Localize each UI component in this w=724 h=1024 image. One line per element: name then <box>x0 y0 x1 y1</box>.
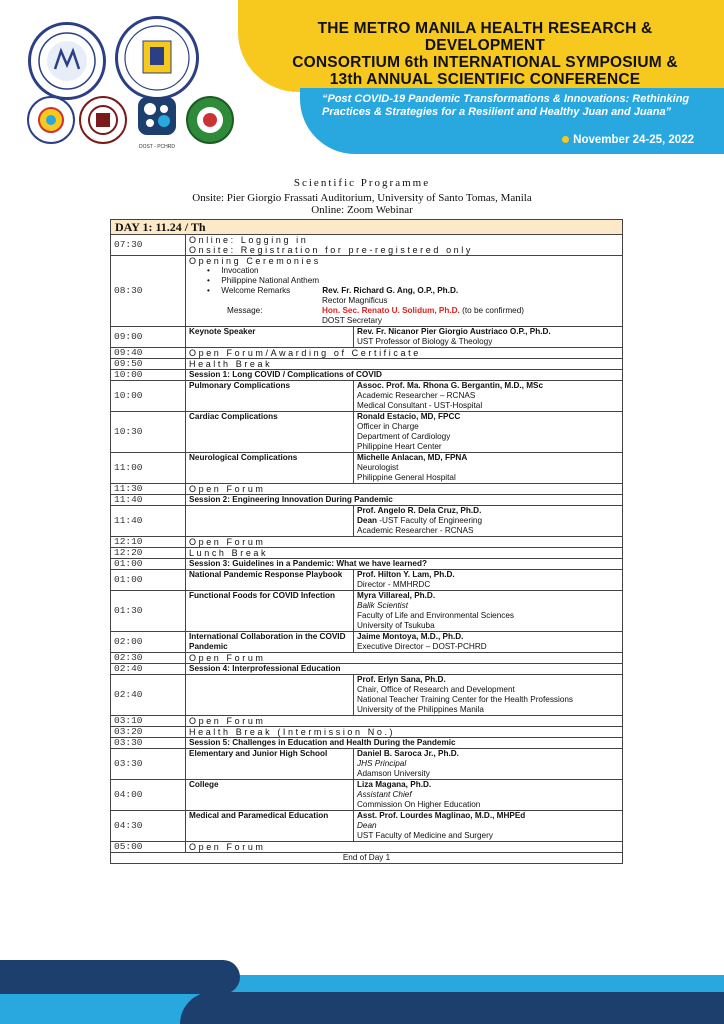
table-row <box>111 632 623 653</box>
footer-wave-navy-right <box>180 992 724 1024</box>
speaker-cell <box>354 381 623 412</box>
time-cell: 03:30 <box>111 738 186 749</box>
footer-wave-navy-left <box>0 960 240 994</box>
speaker-name: Rev. Fr. Richard G. Ang, O.P., Ph.D. <box>322 286 459 295</box>
speaker-name: Jaime Montoya, M.D., Ph.D. <box>357 632 464 641</box>
time-cell: 09:00 <box>111 327 186 348</box>
time-cell: 05:00 <box>111 842 186 853</box>
speaker-name: Asst. Prof. Lourdes Maglinao, M.D., MHPEd <box>357 811 526 820</box>
table-row <box>111 381 623 412</box>
speaker-cell <box>354 675 623 716</box>
list-item <box>207 306 619 316</box>
session-header: Session 4: Interprofessional Education <box>186 664 623 675</box>
speaker-cell <box>354 780 623 811</box>
session-header: Session 1: Long COVID / Complications of COVID <box>186 370 623 381</box>
speaker-role: University of Tsukuba <box>357 621 435 630</box>
table-row <box>111 327 623 348</box>
topic-cell: Functional Foods for COVID Infection <box>186 591 354 632</box>
speaker-role: Executive Director – DOST-PCHRD <box>357 642 487 651</box>
table-row <box>111 537 623 548</box>
table-row <box>111 495 623 506</box>
session-header: Session 3: Guidelines in a Pandemic: What we have learned? <box>186 559 623 570</box>
conference-title <box>258 20 712 88</box>
table-row <box>111 256 623 327</box>
speaker-note: (to be confirmed) <box>459 306 525 315</box>
time-cell: 09:50 <box>111 359 186 370</box>
session-cell: Open Forum <box>186 716 623 727</box>
speaker-role: Philippine Heart Center <box>357 442 442 451</box>
table-row <box>111 749 623 780</box>
topic-cell: Neurological Complications <box>186 453 354 484</box>
session-cell: Open Forum <box>186 842 623 853</box>
speaker-role: Medical Consultant - UST-Hospital <box>357 401 483 410</box>
speaker-role: DOST Secretary <box>322 316 382 325</box>
time-cell: 07:30 <box>111 235 186 256</box>
speaker-name: Prof. Angelo R. Dela Cruz, Ph.D. <box>357 506 482 515</box>
list-item: • Philippine National Anthem <box>207 276 320 285</box>
online-text: Online: Logging in <box>189 235 309 245</box>
table-row <box>111 559 623 570</box>
speaker-role: Academic Researcher - RCNAS <box>357 526 474 535</box>
session-cell: Health Break (Intermission No.) <box>186 727 623 738</box>
speaker-role: Assistant Chief <box>357 790 412 799</box>
topic-cell: Elementary and Junior High School <box>186 749 354 780</box>
list-item-text: Welcome Remarks <box>221 286 291 295</box>
table-row <box>111 842 623 853</box>
table-row <box>111 506 623 537</box>
time-cell: 11:40 <box>111 506 186 537</box>
table-row <box>111 235 623 256</box>
speaker-name: Myra Villareal, Ph.D. <box>357 591 436 600</box>
time-cell: 02:00 <box>111 632 186 653</box>
programme-online: Online: Zoom Webinar <box>311 204 413 216</box>
topic-cell: College <box>186 780 354 811</box>
speaker-role: Balik Scientist <box>357 601 408 610</box>
speaker-name: Ronald Estacio, MD, FPCC <box>357 412 461 421</box>
speaker-cell <box>354 453 623 484</box>
speaker-role: Academic Researcher – RCNAS <box>357 391 476 400</box>
speaker-cell <box>354 632 623 653</box>
list-item: • Welcome Remarks Rev. Fr. Richard G. Ang, O.P., Ph.D. <box>207 286 459 295</box>
speaker-name: Michelle Anlacan, MD, FPNA <box>357 453 468 462</box>
table-row <box>111 653 623 664</box>
table-row <box>111 453 623 484</box>
time-cell: 03:30 <box>111 749 186 780</box>
time-cell: 01:00 <box>111 559 186 570</box>
title-line-2: CONSORTIUM 6th INTERNATIONAL SYMPOSIUM & <box>292 54 678 71</box>
programme-onsite: Onsite: Pier Giorgio Frassati Auditorium, University of Santo Tomas, Manila <box>192 192 532 204</box>
topic-cell <box>186 506 354 537</box>
seal-logo-2 <box>79 96 127 144</box>
list-item: • Invocation <box>207 266 259 275</box>
session-cell <box>186 235 623 256</box>
time-cell: 04:00 <box>111 780 186 811</box>
conference-theme: “Post COVID-19 Pandemic Transformations & Innovations: Rethinking Practices & Strategies for a Resilient and Healthy Juan and Juana” <box>322 93 690 118</box>
speaker-role: Faculty of Life and Environmental Sciences <box>357 611 515 620</box>
speaker-name: Daniel B. Saroca Jr., Ph.D. <box>357 749 459 758</box>
ust-logo <box>115 16 199 100</box>
table-row <box>111 780 623 811</box>
schedule-table <box>110 219 623 864</box>
session-cell: Open Forum/Awarding of Certificate <box>186 348 623 359</box>
time-cell: 10:00 <box>111 381 186 412</box>
speaker-name: Assoc. Prof. Ma. Rhona G. Bergantin, M.D., MSc <box>357 381 544 390</box>
speaker-role: Dean <box>357 821 377 830</box>
speaker-title: Dean <box>357 516 378 525</box>
speaker-role: JHS Principal <box>357 759 407 768</box>
table-row <box>111 591 623 632</box>
seal-logo-3 <box>186 96 234 144</box>
speaker-role <box>357 516 619 526</box>
programme-title: Scientific Programme <box>293 177 431 189</box>
dost-pchrd-logo <box>132 95 182 151</box>
table-row <box>111 370 623 381</box>
speaker-cell <box>354 570 623 591</box>
date-text: November 24-25, 2022 <box>573 134 694 146</box>
time-cell: 11:40 <box>111 495 186 506</box>
topic-cell: National Pandemic Response Playbook <box>186 570 354 591</box>
opening-title: Opening Ceremonies <box>189 256 321 266</box>
speaker-role: Department of Cardiology <box>357 432 451 441</box>
speaker-cell <box>354 749 623 780</box>
time-cell: 10:00 <box>111 370 186 381</box>
time-cell: 12:10 <box>111 537 186 548</box>
speaker-role: UST Professor of Biology & Theology <box>357 337 493 346</box>
end-of-day: End of Day 1 <box>111 853 623 864</box>
time-cell: 02:40 <box>111 664 186 675</box>
session-cell: Open Forum <box>186 484 623 495</box>
speaker-role: University of the Philippines Manila <box>357 705 484 714</box>
table-row <box>111 738 623 749</box>
time-cell: 03:10 <box>111 716 186 727</box>
time-cell: 03:20 <box>111 727 186 738</box>
speaker-role: National Teacher Training Center for the Health Professions <box>357 695 574 704</box>
table-row <box>111 412 623 453</box>
green-seal-icon <box>188 98 232 142</box>
table-row <box>111 348 623 359</box>
speaker-cell <box>354 506 623 537</box>
time-cell: 02:30 <box>111 653 186 664</box>
dost-pchrd-icon <box>132 95 182 139</box>
speaker-cell <box>354 591 623 632</box>
speaker-role: Neurologist <box>357 463 399 472</box>
table-row <box>111 675 623 716</box>
speaker-role: Adamson University <box>357 769 430 778</box>
topic-cell: Medical and Paramedical Education <box>186 811 354 842</box>
time-cell: 11:30 <box>111 484 186 495</box>
time-cell: 10:30 <box>111 412 186 453</box>
onsite-text: Onsite: Registration for pre-registered only <box>189 245 473 255</box>
time-cell: 11:00 <box>111 453 186 484</box>
session-cell: Health Break <box>186 359 623 370</box>
session-cell: Open Forum <box>186 653 623 664</box>
title-line-1: THE METRO MANILA HEALTH RESEARCH & DEVELOPMENT <box>317 20 653 54</box>
session-header: Session 2: Engineering Innovation During Pandemic <box>186 495 623 506</box>
table-row <box>111 727 623 738</box>
time-cell: 09:40 <box>111 348 186 359</box>
list-item-text: Philippine National Anthem <box>221 276 320 285</box>
session-cell <box>186 256 623 327</box>
table-row <box>111 853 623 864</box>
table-row <box>111 664 623 675</box>
speaker-name: Liza Magana, Ph.D. <box>357 780 432 789</box>
speaker-role: Philippine General Hospital <box>357 473 456 482</box>
table-row <box>111 484 623 495</box>
time-cell: 08:30 <box>111 256 186 327</box>
session-cell: Lunch Break <box>186 548 623 559</box>
speaker-role: Officer in Charge <box>357 422 419 431</box>
bullet-dot-icon <box>562 136 569 143</box>
dost-pchrd-caption: DOST - PCHRD <box>138 144 176 150</box>
table-row <box>111 716 623 727</box>
table-row <box>111 570 623 591</box>
day-header-row <box>111 220 623 235</box>
speaker-role: Chair, Office of Research and Development <box>357 685 515 694</box>
table-row <box>111 811 623 842</box>
crest-seal-icon <box>81 98 125 142</box>
speaker-cell <box>354 412 623 453</box>
time-cell: 12:20 <box>111 548 186 559</box>
seal-logo-1 <box>27 96 75 144</box>
speaker-role: UST Faculty of Medicine and Surgery <box>357 831 493 840</box>
title-line-3: 13th ANNUAL SCIENTIFIC CONFERENCE <box>329 71 641 88</box>
opening-list <box>189 266 619 326</box>
topic-cell: Keynote Speaker <box>186 327 354 348</box>
day-header: DAY 1: 11.24 / Th <box>111 220 623 235</box>
time-cell: 04:30 <box>111 811 186 842</box>
list-item-text: Invocation <box>221 266 259 275</box>
message-label: Message: <box>227 306 263 315</box>
session-header: Session 5: Challenges in Education and Health During the Pandemic <box>186 738 623 749</box>
speaker-cell <box>354 327 623 348</box>
speaker-name: Prof. Erlyn Sana, Ph.D. <box>357 675 446 684</box>
speaker-affiliation: -UST Faculty of Engineering <box>377 516 483 525</box>
topic-cell <box>186 675 354 716</box>
speaker-role: Director - MMHRDC <box>357 580 431 589</box>
ust-seal-icon <box>118 19 196 97</box>
speaker-role: Commission On Higher Education <box>357 800 481 809</box>
time-cell: 01:00 <box>111 570 186 591</box>
speaker-cell <box>354 811 623 842</box>
speaker-name: Hon. Sec. Renato U. Solidum, Ph.D. <box>322 306 460 315</box>
speaker-name: Prof. Hilton Y. Lam, Ph.D. <box>357 570 455 579</box>
speaker-role: Rector Magnificus <box>322 296 388 305</box>
mmhrdc-logo <box>28 22 106 100</box>
topic-cell: International Collaboration in the COVID Pandemic <box>186 632 354 653</box>
mmhrdc-emblem-icon <box>31 25 103 97</box>
topic-cell: Pulmonary Complications <box>186 381 354 412</box>
topic-cell: Cardiac Complications <box>186 412 354 453</box>
table-row <box>111 548 623 559</box>
table-row <box>111 359 623 370</box>
sun-seal-icon <box>29 98 73 142</box>
speaker-name: Rev. Fr. Nicanor Pier Giorgio Austriaco O.P., Ph.D. <box>357 327 551 336</box>
conference-date <box>562 134 694 146</box>
time-cell: 02:40 <box>111 675 186 716</box>
session-cell: Open Forum <box>186 537 623 548</box>
time-cell: 01:30 <box>111 591 186 632</box>
